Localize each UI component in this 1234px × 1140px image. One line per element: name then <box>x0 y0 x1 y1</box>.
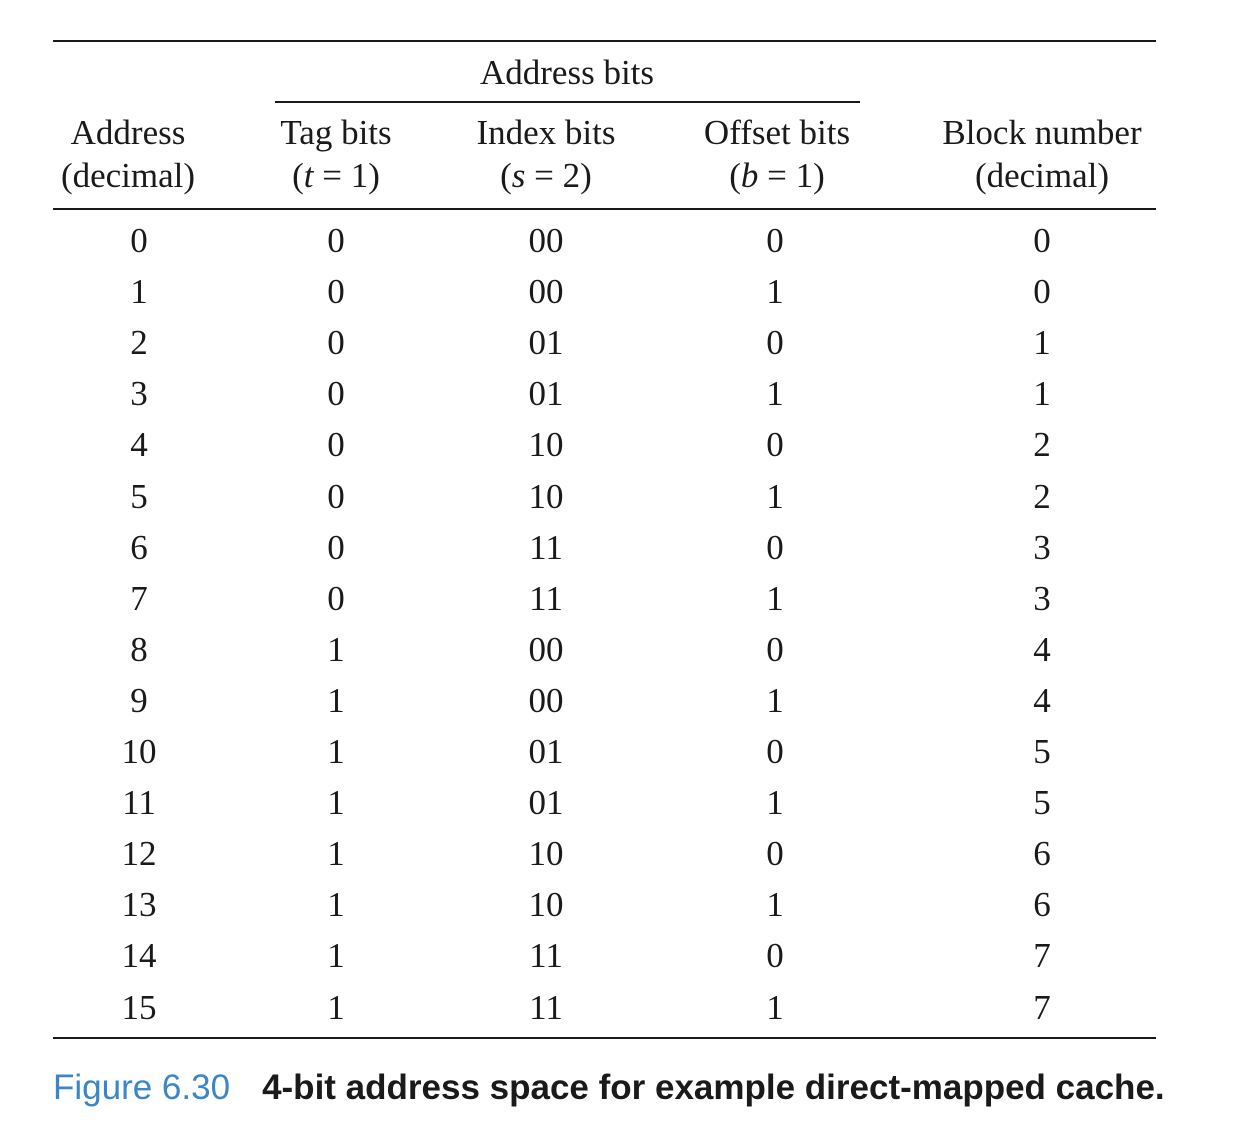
cell-tag: 0 <box>327 221 345 260</box>
cell-address: 0 <box>130 221 148 260</box>
cell-block: 0 <box>1033 221 1051 260</box>
cell-address: 8 <box>130 629 148 669</box>
cell-index: 01 <box>528 732 564 771</box>
cell-tag: 0 <box>327 374 345 414</box>
cell-address: 7 <box>130 578 148 618</box>
header-address <box>61 111 195 197</box>
group-header-address-bits: Address bits <box>479 53 655 92</box>
header-offset-bits-line1: Offset bits <box>703 113 851 152</box>
cell-block: 5 <box>1033 732 1051 771</box>
cell-index: 11 <box>529 527 563 567</box>
table-top-rule <box>53 40 1156 42</box>
group-header-rule <box>275 101 860 103</box>
header-block-number-line1: Block number <box>942 113 1142 152</box>
cell-index: 00 <box>528 629 564 669</box>
cell-index: 10 <box>528 834 564 874</box>
cell-tag: 0 <box>327 323 345 363</box>
cell-block: 6 <box>1033 834 1051 874</box>
cell-index: 11 <box>529 987 563 1027</box>
cell-index: 10 <box>528 425 564 465</box>
cell-address: 1 <box>130 272 148 312</box>
cell-tag: 1 <box>327 783 345 823</box>
table-header-rule <box>53 208 1156 210</box>
cell-block: 7 <box>1033 936 1051 976</box>
cell-offset: 0 <box>766 629 784 669</box>
cell-tag: 0 <box>327 578 345 618</box>
cell-block: 0 <box>1033 272 1051 312</box>
cell-offset: 0 <box>766 527 784 567</box>
cell-tag: 1 <box>327 936 345 976</box>
cell-index: 10 <box>528 476 564 516</box>
index-variable: s <box>511 156 526 195</box>
cell-offset: 0 <box>766 425 784 465</box>
cell-index: 01 <box>528 374 564 414</box>
cell-offset: 0 <box>766 221 784 260</box>
cell-index: 11 <box>529 578 563 618</box>
cell-address: 13 <box>121 885 157 925</box>
cell-index: 00 <box>528 221 564 260</box>
header-block-number-line2: (decimal) <box>974 156 1110 195</box>
cell-offset: 1 <box>766 680 784 720</box>
header-index-bits <box>476 111 615 197</box>
cell-address: 14 <box>121 936 157 976</box>
cell-block: 3 <box>1033 578 1051 618</box>
header-offset-bits-line2: (b = 1) <box>729 156 825 195</box>
header-tag-bits-line1: Tag bits <box>280 113 392 152</box>
cell-index: 01 <box>528 783 564 823</box>
header-tag-bits <box>280 111 391 197</box>
figure-caption <box>53 1066 1165 1110</box>
cell-offset: 0 <box>766 834 784 874</box>
cell-offset: 1 <box>766 987 784 1027</box>
cell-tag: 0 <box>327 476 345 516</box>
cell-index: 00 <box>528 272 564 312</box>
cell-address: 9 <box>130 680 148 720</box>
cell-block: 7 <box>1033 987 1051 1027</box>
cell-tag: 1 <box>327 629 345 669</box>
header-address-line2: (decimal) <box>60 156 196 195</box>
tag-variable: t <box>303 156 314 195</box>
cell-block: 5 <box>1033 783 1051 823</box>
header-block-number <box>942 111 1141 197</box>
cell-tag: 1 <box>327 834 345 874</box>
cell-address: 15 <box>121 987 157 1027</box>
cell-offset: 1 <box>766 578 784 618</box>
offset-variable: b <box>740 156 759 195</box>
cell-tag: 1 <box>327 680 345 720</box>
cell-tag: 0 <box>327 272 345 312</box>
figure-label: Figure 6.30 <box>53 1068 231 1107</box>
cell-address: 3 <box>130 374 148 414</box>
cell-offset: 1 <box>766 374 784 414</box>
table-bottom-rule <box>53 1037 1156 1039</box>
cell-index: 11 <box>529 936 563 976</box>
cell-address: 12 <box>121 834 157 874</box>
cell-offset: 0 <box>766 732 784 771</box>
cell-address: 2 <box>130 323 148 363</box>
cell-index: 10 <box>528 885 564 925</box>
cell-block: 1 <box>1033 374 1051 414</box>
cell-tag: 1 <box>327 885 345 925</box>
header-index-bits-line2: (s = 2) <box>500 156 592 195</box>
cell-offset: 0 <box>766 323 784 363</box>
cell-address: 6 <box>130 527 148 567</box>
cell-offset: 1 <box>766 885 784 925</box>
cell-block: 2 <box>1033 425 1051 465</box>
cell-address: 11 <box>122 783 156 823</box>
cell-block: 2 <box>1033 476 1051 516</box>
cell-block: 6 <box>1033 885 1051 925</box>
cell-address: 10 <box>121 732 157 771</box>
cell-block: 4 <box>1033 629 1051 669</box>
header-address-line1: Address <box>70 113 186 152</box>
figure-caption-text: 4-bit address space for example direct-mapped cache. <box>262 1068 1165 1107</box>
cell-tag: 0 <box>327 527 345 567</box>
cell-offset: 1 <box>766 272 784 312</box>
cell-block: 4 <box>1033 680 1051 720</box>
cell-tag: 1 <box>327 987 345 1027</box>
header-index-bits-line1: Index bits <box>476 113 616 152</box>
cell-block: 3 <box>1033 527 1051 567</box>
header-tag-bits-line2: (t = 1) <box>292 156 380 195</box>
cell-offset: 0 <box>766 936 784 976</box>
header-offset-bits <box>704 111 850 197</box>
cell-offset: 1 <box>766 783 784 823</box>
cell-block: 1 <box>1033 323 1051 363</box>
cell-tag: 1 <box>327 732 345 771</box>
cell-address: 5 <box>130 476 148 516</box>
cell-index: 00 <box>528 680 564 720</box>
cell-tag: 0 <box>327 425 345 465</box>
cell-address: 4 <box>130 425 148 465</box>
cell-index: 01 <box>528 323 564 363</box>
cell-offset: 1 <box>766 476 784 516</box>
